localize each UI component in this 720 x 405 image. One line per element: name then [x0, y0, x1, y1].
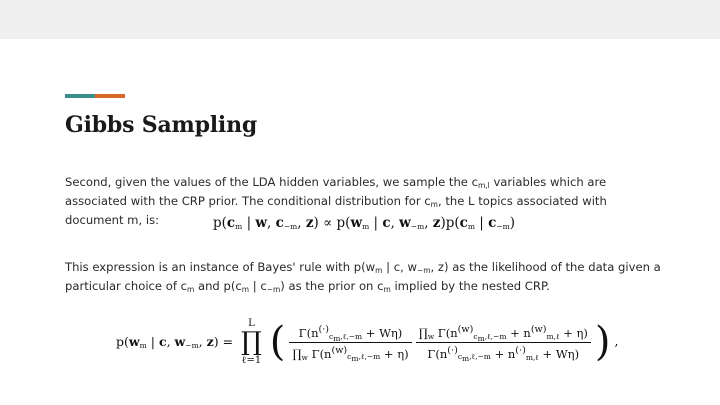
equation-likelihood: $p(w_m$ | c, $w_{-m}$, z) = L ∏ ℓ=1 ( $\frac{\Gamma(n^{(\cdot)}_{c_m,\ell,-m} + W\eta)}{\prod_w \Gamma(n^{(w)}_{c_m,\ell,-m} + \eta)}$ $\frac{\prod_w \Gamma(n^{(w)}_{c_m,\ell,-m} + n^{(w)}_{m,\ell} + \eta)}{\Gamma(n^{(\cdot)}_{c_m,\ell,-m} + n^{(\cdot)}_{m,\ell} + W\eta)}$ ) , — [116, 318, 619, 366]
paragraph-bayes: This expression is an instance of Bayes' rule with $p(w_m$ | c, $w_{-m}$, z) as the likelihood of the data given a particular choice of $c_m$ and $p(c_m$ | $c_{-m}$) as the prior on $c_m$ implied by the nested CRP. — [65, 260, 661, 294]
fraction-1: $\frac{\Gamma(n^{(\cdot)}_{c_m,\ell,-m} + W\eta)}{\prod_w \Gamma(n^{(w)}_{c_m,\ell,-m} + \eta)}$ — [289, 324, 411, 361]
accent-bar-teal — [65, 94, 95, 98]
equation-conditional: $p(c_m$ | w, $c_{-m}$, $z) \propto p(w_m$ | c, $w_{-m}$, $z)p(c_m$ | $c_{-m}$) — [213, 215, 516, 231]
accent-bar-orange — [95, 94, 125, 98]
product-operator: L ∏ ℓ=1 — [241, 318, 262, 366]
paragraph-intro: Second, given the values of the LDA hidden variables, we sample the $c_{m,l}$ variables which are associated with the CRP prior. The conditional distribution for $c_m$, the L topics associated with document m, is: — [65, 175, 607, 227]
top-bar — [0, 0, 720, 39]
equation-lhs: $p(w_m$ | c, $w_{-m}$, z) = — [116, 333, 234, 350]
fraction-2: $\frac{\prod_w \Gamma(n^{(w)}_{c_m,\ell,-m} + n^{(w)}_{m,\ell} + \eta)}{\Gamma(n^{(\cdot)}_{c_m,\ell,-m} + n^{(\cdot)}_{m,\ell} + W\eta)}$ — [416, 324, 591, 361]
slide-title: Gibbs Sampling — [65, 112, 258, 138]
